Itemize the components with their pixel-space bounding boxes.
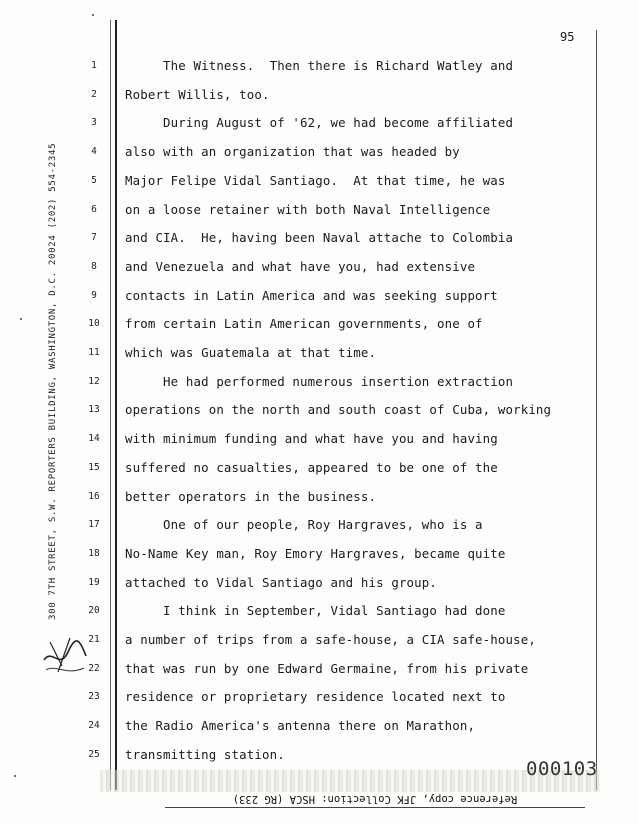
transcript-line: No-Name Key man, Roy Emory Hargraves, became quite bbox=[125, 545, 506, 561]
line-number: 22 bbox=[88, 662, 100, 674]
line-number: 4 bbox=[91, 146, 97, 158]
transcript-line: operations on the north and south coast of Cuba, working bbox=[125, 402, 552, 418]
line-number: 15 bbox=[88, 461, 100, 473]
transcript-line: and Venezuela and what have you, had extensive bbox=[125, 258, 476, 274]
line-number: 13 bbox=[88, 404, 100, 416]
margin-rule-right bbox=[596, 30, 597, 790]
line-number: 20 bbox=[88, 605, 100, 617]
transcript-line: attached to Vidal Santiago and his group. bbox=[125, 574, 438, 590]
line-number: 23 bbox=[88, 691, 100, 703]
line-number: 14 bbox=[88, 433, 100, 445]
transcript-line: on a loose retainer with both Naval Intelligence bbox=[125, 201, 491, 217]
transcript-line: a number of trips from a safe-house, a CIA safe-house, bbox=[125, 632, 536, 647]
line-number: 16 bbox=[88, 490, 100, 502]
line-number: 10 bbox=[88, 318, 100, 330]
line-number: 8 bbox=[91, 260, 97, 272]
transcript-line: and CIA. He, having been Naval attache to Colombia bbox=[125, 230, 514, 246]
line-number: 12 bbox=[88, 375, 100, 387]
margin-rule-outer bbox=[110, 20, 111, 790]
transcript-line: The Witness. Then there is Richard Watley and bbox=[125, 58, 514, 73]
line-number: 7 bbox=[91, 232, 97, 244]
line-number: 3 bbox=[91, 117, 97, 129]
speck bbox=[14, 775, 16, 777]
transcript-line: He had performed numerous insertion extraction bbox=[125, 373, 514, 389]
margin-rule-left bbox=[115, 20, 117, 790]
transcript-line: which was Guatemala at that time. bbox=[125, 345, 377, 360]
line-number: 9 bbox=[91, 289, 97, 301]
transcript-line: the Radio America's antenna there on Marathon, bbox=[125, 718, 476, 734]
document-number: 000103 bbox=[526, 758, 598, 780]
line-number: 19 bbox=[88, 576, 100, 588]
transcript-line: Robert Willis, too. bbox=[125, 86, 270, 102]
handwritten-mark-icon bbox=[40, 630, 90, 680]
transcript-line: better operators in the business. bbox=[125, 488, 377, 504]
line-number: 5 bbox=[91, 174, 97, 186]
transcript-line: from certain Latin American governments, one of bbox=[125, 316, 483, 332]
transcript-line: contacts in Latin America and was seeking support bbox=[125, 287, 498, 303]
line-number: 11 bbox=[88, 347, 100, 358]
speck bbox=[92, 14, 94, 16]
line-number: 17 bbox=[88, 519, 100, 531]
reporter-address-sidebar: 300 7TH STREET, S.W. REPORTERS BUILDING, WASHINGTON, D.C. 20024 (202) 554-2345 bbox=[48, 142, 58, 620]
line-number: 6 bbox=[91, 203, 97, 215]
transcript-line: that was run by one Edward Germaine, from his private bbox=[125, 660, 529, 676]
line-number: 24 bbox=[88, 720, 100, 732]
line-number: 25 bbox=[88, 748, 100, 760]
line-number: 1 bbox=[91, 60, 97, 71]
line-number: 2 bbox=[91, 88, 97, 100]
line-number: 18 bbox=[88, 547, 100, 559]
transcript-line: with minimum funding and what have you and having bbox=[125, 431, 498, 447]
transcript-line: suffered no casualties, appeared to be one of the bbox=[125, 459, 498, 475]
line-number: 21 bbox=[88, 634, 100, 645]
transcript-line: During August of '62, we had become affiliated bbox=[125, 115, 514, 131]
transcript-line: transmitting station. bbox=[125, 746, 285, 762]
transcript-line: Major Felipe Vidal Santiago. At that time, he was bbox=[125, 172, 506, 188]
transcript-line: also with an organization that was headed by bbox=[125, 144, 460, 160]
reference-stamp: Reference copy, JFK Collection: HSCA (RG 233) bbox=[165, 793, 585, 808]
speck bbox=[20, 318, 22, 320]
transcript-line: residence or proprietary residence located next to bbox=[125, 689, 506, 705]
page-number: 95 bbox=[560, 30, 575, 44]
scan-artifact-band bbox=[100, 770, 600, 792]
transcript-line: I think in September, Vidal Santiago had done bbox=[125, 603, 506, 619]
transcript-line: One of our people, Roy Hargraves, who is a bbox=[125, 517, 483, 533]
